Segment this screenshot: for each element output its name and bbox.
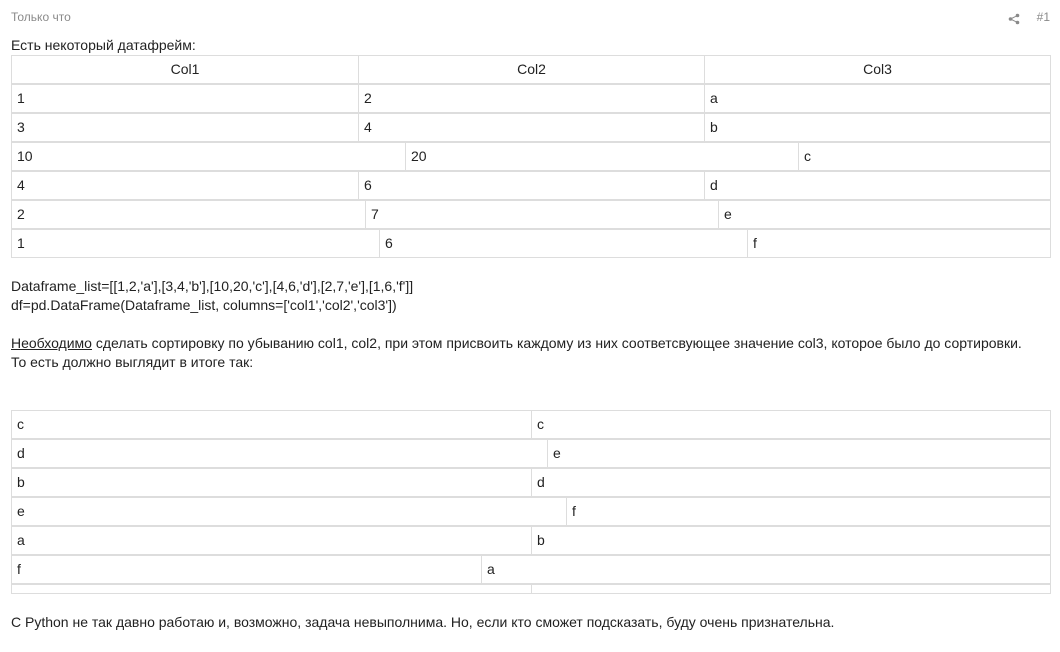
task-description-line-2: То есть должно выглядит в итоге так: <box>11 354 254 370</box>
table-cell: c <box>798 143 1050 170</box>
code-line-2: df=pd.DataFrame(Dataframe_list, columns=['col1','col2','col3']) <box>11 297 397 313</box>
table-header-row <box>11 55 1051 84</box>
table-cell <box>12 585 531 593</box>
table-cell: b <box>531 527 1050 554</box>
table-row <box>11 171 1051 200</box>
table-cell: d <box>531 469 1050 496</box>
table-cell: 6 <box>358 172 704 199</box>
table-cell: b <box>704 114 1050 141</box>
table-cell: 2 <box>358 85 704 112</box>
intro-text: Есть некоторый датафрейм: <box>11 37 196 53</box>
table-cell: c <box>531 411 1050 438</box>
closing-text: С Python не так давно работаю и, возможно, задача невыполнима. Но, если кто сможет подсказать, буду очень признательна. <box>11 614 835 630</box>
underlined-word: Необходимо <box>11 335 92 351</box>
table-cell: 6 <box>379 230 747 257</box>
table-cell: e <box>718 201 1050 228</box>
table-cell: 4 <box>358 114 704 141</box>
table-cell: 3 <box>17 119 25 135</box>
share-icon[interactable] <box>1008 12 1020 24</box>
table-cell: 1 <box>17 90 25 106</box>
table-cell: a <box>17 532 25 548</box>
table-row <box>11 439 1051 468</box>
table-cell: f <box>566 498 1050 525</box>
table-row <box>11 584 1051 594</box>
task-description <box>11 334 1022 353</box>
post-header <box>11 10 1050 26</box>
table-row <box>11 468 1051 497</box>
table-cell: a <box>481 556 1050 583</box>
table-cell: e <box>547 440 1050 467</box>
table-cell: 10 <box>17 148 33 164</box>
table-row <box>11 200 1051 229</box>
table-cell: f <box>17 561 21 577</box>
table-row <box>11 497 1051 526</box>
post-time: Только что <box>11 10 71 24</box>
post-number-link[interactable]: #1 <box>1036 10 1050 24</box>
code-line-1: Dataframe_list=[[1,2,'a'],[3,4,'b'],[10,20,'c'],[4,6,'d'],[2,7,'e'],[1,6,'f']] <box>11 278 414 294</box>
task-description-text: сделать сортировку по убыванию col1, col2, при этом присвоить каждому из них соответсвующее значение col3, которое было до сортировки. <box>91 335 1022 351</box>
table-row <box>11 113 1051 142</box>
table-row <box>11 410 1051 439</box>
table-cell: f <box>747 230 1050 257</box>
column-header: Col3 <box>704 56 1050 83</box>
table-cell <box>531 585 1050 593</box>
table-cell: e <box>17 503 25 519</box>
table-row <box>11 142 1051 171</box>
table-cell: d <box>17 445 25 461</box>
table-cell: 20 <box>405 143 798 170</box>
table-cell: d <box>704 172 1050 199</box>
table-cell: 2 <box>17 206 25 222</box>
table-cell: a <box>704 85 1050 112</box>
table-row <box>11 229 1051 258</box>
table-row <box>11 555 1051 584</box>
table-cell: 7 <box>365 201 718 228</box>
table-row <box>11 84 1051 113</box>
column-header: Col1 <box>170 61 200 77</box>
table-cell: b <box>17 474 25 490</box>
column-header: Col2 <box>358 56 704 83</box>
table-cell: 1 <box>17 235 25 251</box>
table-cell: c <box>17 416 24 432</box>
table-cell: 4 <box>17 177 25 193</box>
table-row <box>11 526 1051 555</box>
